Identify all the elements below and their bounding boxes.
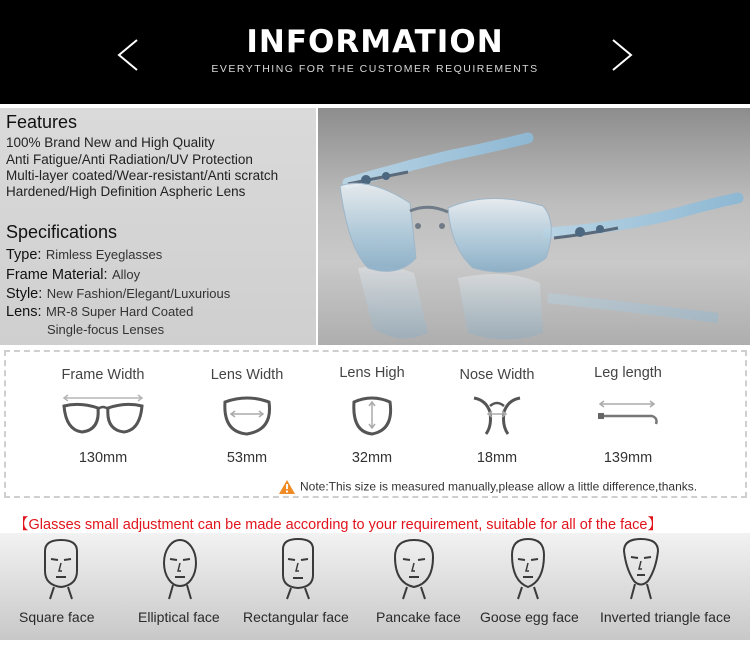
nose-width-icon <box>472 392 522 438</box>
spec-key: Lens: <box>6 304 42 320</box>
leg-length-icon <box>596 392 660 438</box>
rectangular-face-icon <box>277 537 319 601</box>
inverted-triangle-face-icon <box>620 537 662 601</box>
page-subtitle: EVERYTHING FOR THE CUSTOMER REQUIREMENTS <box>211 63 539 75</box>
features-title: Features <box>6 112 78 132</box>
specifications-title: Specifications <box>6 222 118 242</box>
feature-line: Multi-layer coated/Wear-resistant/Anti scratch <box>6 168 279 183</box>
lens-width-icon <box>219 392 275 438</box>
measure-value: 32mm <box>351 450 393 466</box>
measure-label: Leg length <box>594 365 662 381</box>
measure-label: Frame Width <box>61 367 145 383</box>
pancake-face-icon <box>391 537 437 601</box>
measure-value: 139mm <box>603 450 653 466</box>
goose-egg-face-icon <box>507 537 549 601</box>
lens-height-icon <box>348 392 396 438</box>
spec-key: Type: <box>6 247 42 263</box>
face-panel <box>0 533 750 640</box>
spec-value: Alloy <box>111 267 141 282</box>
spec-value: Rimless Eyeglasses <box>45 247 163 262</box>
note-text: Note:This size is measured manually,please allow a little difference,thanks. <box>300 479 698 494</box>
spec-value: MR-8 Super Hard Coated <box>45 304 194 319</box>
features-specs-panel <box>0 108 316 345</box>
feature-line: Hardened/High Definition Aspheric Lens <box>6 184 246 199</box>
face-label: Square face <box>19 609 95 625</box>
spec-lens <box>6 303 193 321</box>
warning-icon <box>278 479 296 495</box>
face-label: Rectangular face <box>243 609 349 625</box>
feature-line: 100% Brand New and High Quality <box>6 135 215 150</box>
frame-width-icon <box>60 392 146 438</box>
face-label: Goose egg face <box>480 609 579 625</box>
rimless-glasses-illustration <box>318 108 750 345</box>
measure-value: 130mm <box>78 450 128 466</box>
face-label: Inverted triangle face <box>600 609 731 625</box>
spec-lens-cont <box>47 321 164 339</box>
measurement-section <box>4 350 747 498</box>
spec-key: Style: <box>6 286 43 302</box>
spec-key: Frame Material: <box>6 267 108 283</box>
measurement-note <box>278 476 697 495</box>
face-label: Elliptical face <box>138 609 220 625</box>
chevron-right-icon[interactable] <box>607 38 637 72</box>
face-label: Pancake face <box>376 609 461 625</box>
spec-style <box>6 285 230 303</box>
measure-value: 18mm <box>476 450 518 466</box>
measure-value: 53mm <box>226 450 268 466</box>
measure-label: Lens High <box>339 365 405 381</box>
feature-line: Anti Fatigue/Anti Radiation/UV Protection <box>6 152 253 167</box>
face-heading: 【Glasses small adjustment can be made according to your requirement, suitable for all of the face】 <box>14 517 662 533</box>
square-face-icon <box>40 537 82 601</box>
spec-material <box>6 266 140 284</box>
spec-value: New Fashion/Elegant/Luxurious <box>46 286 231 301</box>
measure-label: Nose Width <box>459 367 535 383</box>
spec-type <box>6 246 162 264</box>
elliptical-face-icon <box>159 537 201 601</box>
spec-value: Single-focus Lenses <box>47 322 165 337</box>
product-photo <box>318 108 750 345</box>
page-title: INFORMATION <box>246 24 504 60</box>
header-banner <box>0 0 750 104</box>
measure-label: Lens Width <box>210 367 284 383</box>
face-shape-section <box>0 505 750 645</box>
